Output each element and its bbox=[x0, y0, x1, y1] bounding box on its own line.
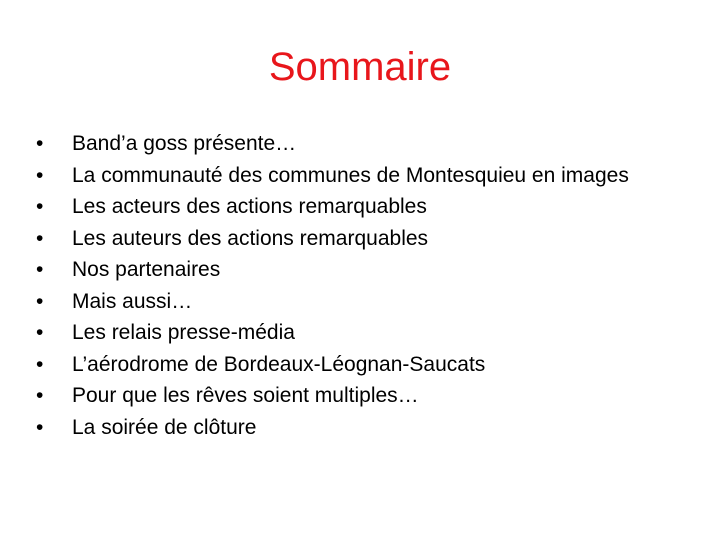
list-item-text: La soirée de clôture bbox=[72, 415, 257, 439]
bullet-icon: • bbox=[36, 132, 44, 155]
list-item bbox=[36, 380, 676, 412]
bullet-icon: • bbox=[36, 415, 44, 439]
list-item bbox=[36, 223, 676, 255]
list-item-text: Les auteurs des actions remarquables bbox=[72, 226, 429, 250]
list-item-text: Les relais presse-média bbox=[72, 321, 295, 344]
list-item-text: Nos partenaires bbox=[72, 258, 221, 281]
list-item bbox=[36, 317, 676, 349]
list-item bbox=[36, 254, 676, 286]
bullet-icon: • bbox=[36, 195, 44, 218]
bullet-icon: • bbox=[36, 384, 44, 407]
bullet-icon: • bbox=[36, 321, 44, 344]
bullet-icon: • bbox=[36, 163, 44, 187]
bullet-icon: • bbox=[36, 352, 44, 376]
list-item-text: La communauté des communes de Montesquieu en images bbox=[72, 163, 629, 187]
slide-title: Sommaire bbox=[268, 45, 452, 89]
list-item bbox=[36, 286, 676, 318]
bullet-icon: • bbox=[36, 258, 44, 281]
list-item-text: Mais aussi… bbox=[72, 289, 193, 313]
bullet-icon: • bbox=[36, 226, 44, 250]
list-item bbox=[36, 191, 676, 223]
list-item-text: Les acteurs des actions remarquables bbox=[72, 195, 427, 218]
list-item bbox=[36, 160, 676, 192]
list-item bbox=[36, 349, 676, 381]
list-item-text: Pour que les rêves soient multiples… bbox=[72, 384, 419, 407]
bullet-icon: • bbox=[36, 289, 44, 313]
list-item-text: L’aérodrome de Bordeaux-Léognan-Saucats bbox=[72, 352, 486, 376]
list-item bbox=[36, 412, 676, 444]
list-item bbox=[36, 128, 676, 160]
list-item-text: Band’a goss présente… bbox=[72, 132, 297, 155]
bullet-list bbox=[36, 128, 676, 443]
